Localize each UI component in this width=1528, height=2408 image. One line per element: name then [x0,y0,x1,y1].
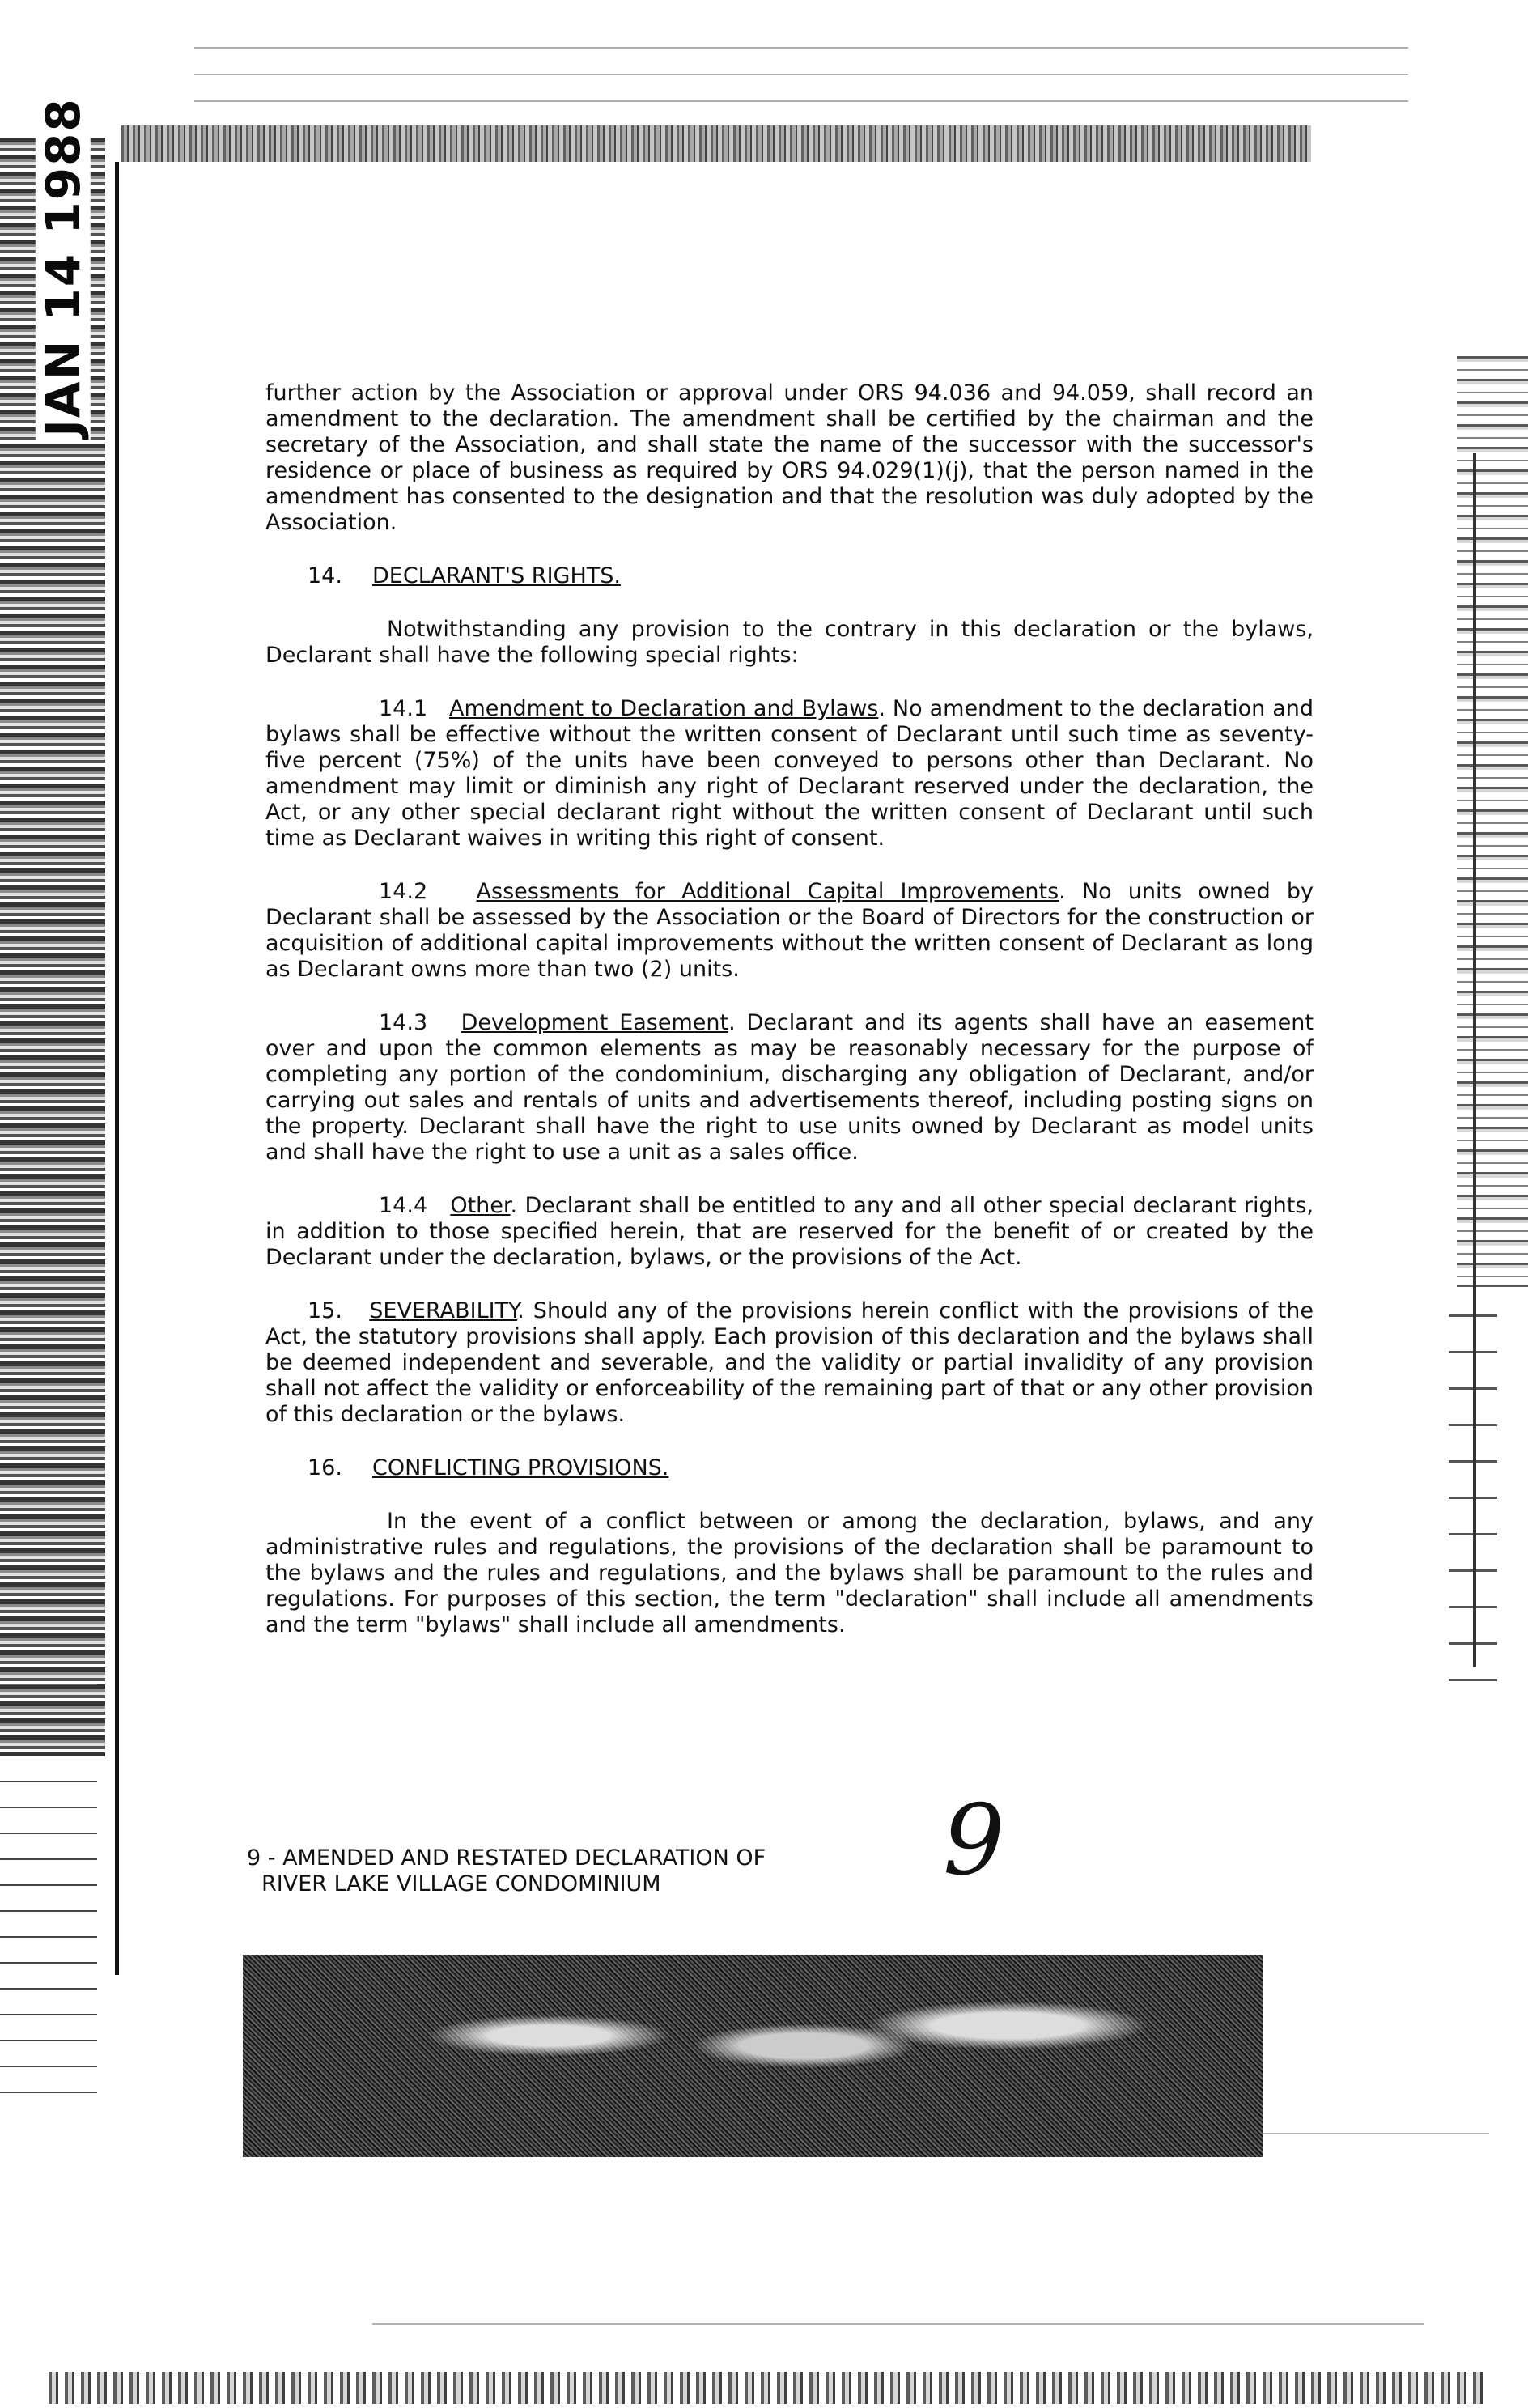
section-14-3 [265,1010,1314,1166]
section-number: 14. [308,563,342,588]
footer-line-1: 9 - AMENDED AND RESTATED DECLARATION OF [247,1845,766,1871]
section-title: Amendment to Declaration and Bylaws [449,696,879,721]
section-number: 14.3 [379,1010,428,1035]
page-edge-right [1473,453,1476,1667]
footer-line-2: RIVER LAKE VILLAGE CONDOMINIUM [261,1871,661,1896]
page-edge-left [115,162,119,1975]
scan-border-bottom [49,2372,1489,2404]
section-body: . No amendment to the declaration and bylaws shall be effective without the written consent of Declarant until such time as seventy-five percent (75%) of the units have been conveyed to persons other than Declarant. No amendment may limit or diminish any right of Declarant reserved under the declaration, the Act, or any other special declarant right without the written consent of Declarant until such time as Declarant waives in writing this right of consent. [265,696,1314,851]
section-number: 15. [308,1298,342,1323]
scan-border-right [1457,356,1528,1287]
section-14-intro: Notwithstanding any provision to the contrary in this declaration or the bylaws, Declarant shall have the following special rights: [265,617,1314,668]
page-footer [247,1845,766,1897]
section-title: CONFLICTING PROVISIONS. [372,1455,669,1480]
section-16-heading [265,1455,1314,1481]
scan-rule [372,2323,1424,2325]
section-body: . Declarant and its agents shall have an easement over and upon the common elements as may be reasonably necessary for the purpose of completing any portion of the condominium, discharging any obligation of Declarant, and/or carrying out sales and rentals of units and advertisements thereof, including posting signs on the property. Declarant shall have the right to use units owned by Declarant as model units and shall have the right to use a unit as a sales office. [265,1010,1314,1165]
handwritten-page-number: 9 [943,1785,1005,1897]
section-14-4 [265,1193,1314,1271]
section-14-1 [265,696,1314,852]
section-number: 14.1 [379,696,428,721]
section-body: . No units owned by Declarant shall be assessed by the Association or the Board of Directors for the construction or acquisition of additional capital improvements without the written consent of Declarant as long as Declarant owns more than two (2) units. [265,879,1314,982]
intro-paragraph: further action by the Association or approval under ORS 94.036 and 94.059, shall record an amendment to the declaration. The amendment shall be certified by the chairman and the secretary of the Association, and shall state the name of the successor with the successor's residence or place of business as required by ORS 94.029(1)(j), that the person named in the amendment has consented to the designation and that the resolution was duly adopted by the Association. [265,380,1314,535]
section-title: SEVERABILITY [369,1298,518,1323]
date-stamp-text: JAN 14 1988 [36,91,91,444]
section-number: 16. [308,1455,342,1480]
section-title: Development Easement [461,1010,729,1035]
section-number: 14.4 [379,1193,428,1218]
section-title: DECLARANT'S RIGHTS. [372,563,621,588]
section-number: 14.2 [379,879,428,904]
section-16-body: In the event of a conflict between or among the declaration, bylaws, and any administrative rules and regulations, the provisions of the declaration shall be paramount to the bylaws and the rules and regulations, and the bylaws shall be paramount to the rules and regulations. For purposes of this section, the term "declaration" shall include all amendments and the term "bylaws" shall include all amendments. [265,1509,1314,1637]
scan-border-top [121,125,1311,162]
section-title: Assessments for Additional Capital Improvements [476,879,1059,904]
section-15 [265,1298,1314,1428]
document-body [265,380,1314,1666]
section-14-2 [265,879,1314,983]
scan-dark-region [243,1955,1263,2157]
scan-noise-top [194,32,1408,113]
section-body: . Should any of the provisions herein conflict with the provisions of the Act, the statutory provisions shall apply. Each provision of this declaration and the bylaws shall be deemed independent and severable, and the validity or partial invalidity of any provision shall not affect the validity or enforceability of the remaining part of that or any other provision of this declaration or the bylaws. [265,1298,1314,1427]
scan-lines-left [0,1756,97,2096]
section-body: . Declarant shall be entitled to any and all other special declarant rights, in addition to those specified herein, that are reserved for the benefit of or created by the Declarant under the declaration, bylaws, or the provisions of the Act. [265,1193,1314,1270]
section-14-heading [265,563,1314,589]
section-title: Other [450,1193,511,1218]
scan-rule [0,1684,97,1685]
date-stamp [31,97,96,437]
